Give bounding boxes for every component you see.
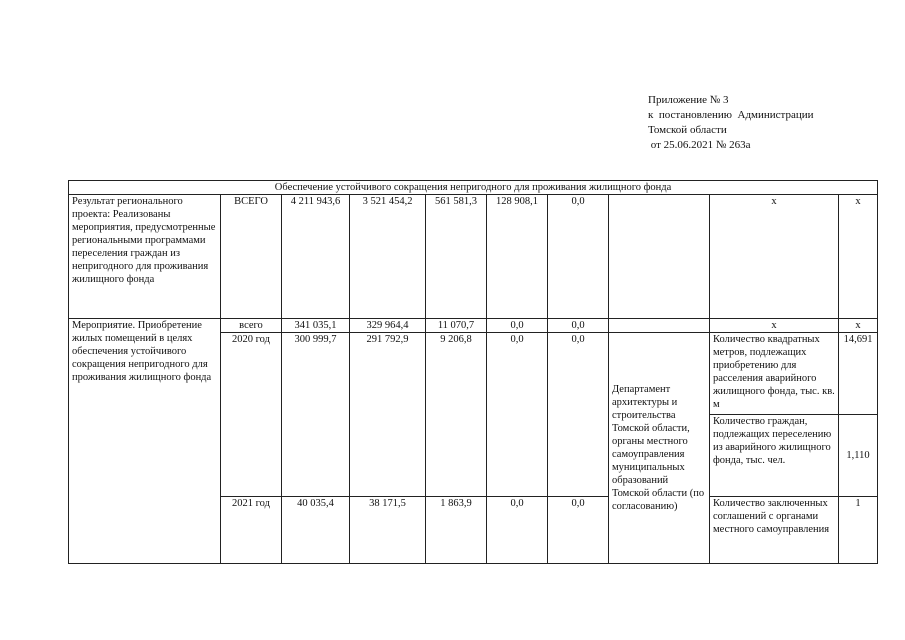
amount-cell: 128 908,1 [487, 195, 548, 319]
total-cell: 300 999,7 [282, 333, 350, 497]
total-cell: 4 211 943,6 [282, 195, 350, 319]
indicator-cell: x [710, 319, 839, 333]
amount-cell: 0,0 [487, 497, 548, 564]
amount-cell: 3 521 454,2 [350, 195, 426, 319]
event-name-cell: Мероприятие. Приобретение жилых помещений в целях обеспечения устойчивого сокращения непригодного для проживания жилищного фонда [69, 319, 221, 564]
table-row [69, 195, 878, 319]
period-cell: 2021 год [221, 497, 282, 564]
amount-cell: 0,0 [548, 195, 609, 319]
table-row [69, 319, 878, 333]
result-name-cell: Результат регионального проекта: Реализованы мероприятия, предусмотренные региональными программами переселения граждан из непригодного для проживания жилищного фонда [69, 195, 221, 319]
budget-table [68, 180, 878, 564]
value-cell: x [839, 195, 878, 319]
amount-cell: 38 171,5 [350, 497, 426, 564]
executor-cell [609, 195, 710, 319]
amount-cell: 0,0 [487, 333, 548, 497]
value-cell: 14,691 [839, 333, 878, 415]
document-header [648, 93, 814, 153]
indicator-cell: Количество граждан, подлежащих переселению из аварийного жилищного фонда, тыс. чел. [710, 415, 839, 497]
total-cell: 40 035,4 [282, 497, 350, 564]
amount-cell: 11 070,7 [426, 319, 487, 333]
appendix-number: Приложение № 3 [648, 94, 729, 106]
resolution-date: от 25.06.2021 № 263а [648, 139, 751, 151]
amount-cell: 329 964,4 [350, 319, 426, 333]
amount-cell: 1 863,9 [426, 497, 487, 564]
value-cell: x [839, 319, 878, 333]
amount-cell: 0,0 [548, 319, 609, 333]
indicator-cell: Количество заключенных соглашений с органами местного самоуправления [710, 497, 839, 564]
value-cell: 1,110 [839, 415, 878, 497]
amount-cell: 0,0 [548, 333, 609, 497]
amount-cell: 561 581,3 [426, 195, 487, 319]
period-cell: всего [221, 319, 282, 333]
executor-cell [609, 319, 710, 333]
total-cell: 341 035,1 [282, 319, 350, 333]
indicator-cell: x [710, 195, 839, 319]
resolution-ref: к постановлению Администрации [648, 109, 814, 121]
amount-cell: 0,0 [548, 497, 609, 564]
region-name: Томской области [648, 124, 727, 136]
table-title: Обеспечение устойчивого сокращения непригодного для проживания жилищного фонда [69, 181, 878, 195]
amount-cell: 0,0 [487, 319, 548, 333]
period-cell: ВСЕГО [221, 195, 282, 319]
period-cell: 2020 год [221, 333, 282, 497]
amount-cell: 291 792,9 [350, 333, 426, 497]
value-cell: 1 [839, 497, 878, 564]
amount-cell: 9 206,8 [426, 333, 487, 497]
executor-cell: Департамент архитектуры и строительства Томской области, органы местного самоуправления муниципальных образований Томской области (по согласованию) [609, 333, 710, 564]
indicator-cell: Количество квадратных метров, подлежащих приобретению для расселения аварийного жилищного фонда, тыс. кв. м [710, 333, 839, 415]
